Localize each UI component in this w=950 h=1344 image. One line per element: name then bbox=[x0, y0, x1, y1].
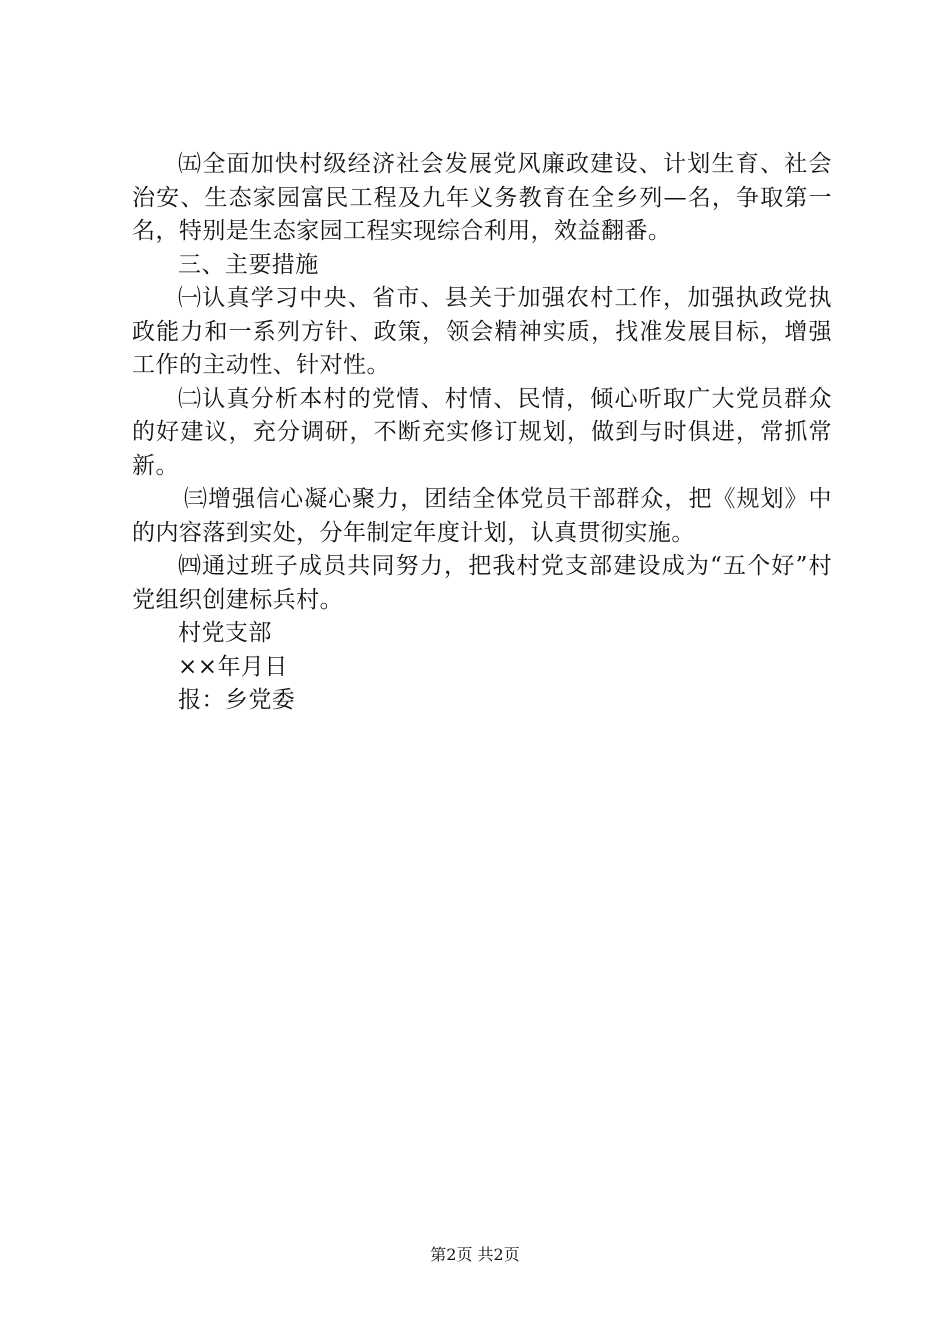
paragraph-measure-3: ㈢增强信心凝心聚力，团结全体党员干部群众，把《规划》中的内容落到实处，分年制定年度计划，认真贯彻实施。 bbox=[132, 486, 832, 546]
document-body bbox=[132, 148, 832, 718]
report-recipient: 报：乡党委 bbox=[178, 687, 296, 713]
paragraph-item-5-goal: ㈤全面加快村级经济社会发展党风廉政建设、计划生育、社会治安、生态家园富民工程及九年义务教育在全乡列—名，争取第一名，特别是生态家园工程实现综合利用，效益翻番。 bbox=[132, 151, 832, 244]
signature-organization: 村党支部 bbox=[178, 620, 272, 646]
paragraph-measure-4: ㈣通过班子成员共同努力，把我村党支部建设成为“五个好”村党组织创建标兵村。 bbox=[132, 553, 832, 613]
section-heading-main-measures: 三、主要措施 bbox=[178, 251, 319, 278]
paragraph-measure-1: ㈠认真学习中央、省市、县关于加强农村工作，加强执政党执政能力和一系列方针、政策，领会精神实质，找准发展目标，增强工作的主动性、针对性。 bbox=[132, 285, 832, 378]
signature-date: ××年月日 bbox=[178, 653, 288, 680]
paragraph-measure-2: ㈡认真分析本村的党情、村情、民情，倾心听取广大党员群众的好建议，充分调研，不断充实修订规划，做到与时俱进，常抓常新。 bbox=[132, 385, 832, 479]
page-number-footer: 第2页 共2页 bbox=[430, 1245, 520, 1264]
